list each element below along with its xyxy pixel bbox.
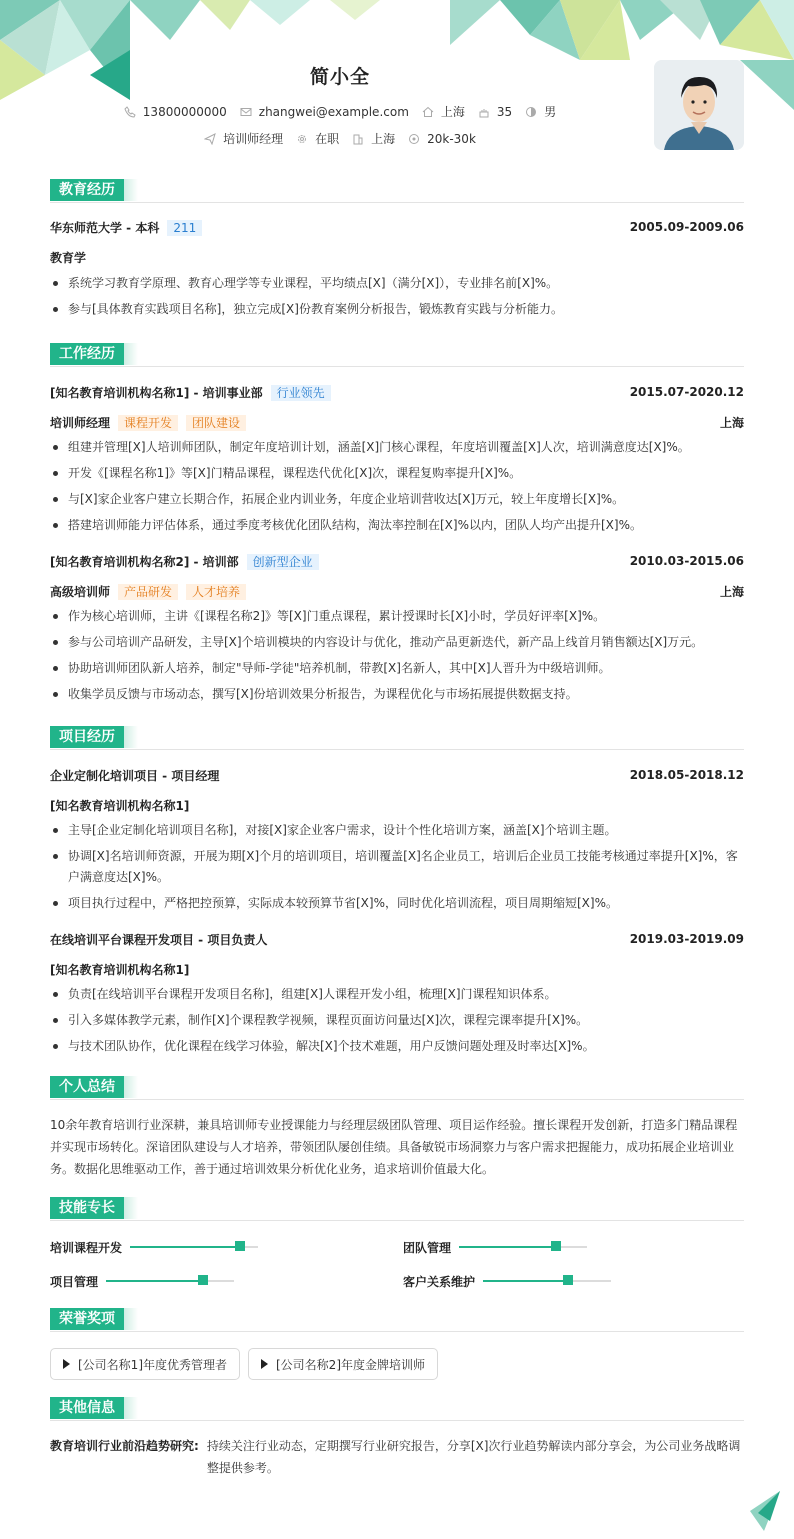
- work-header: [50, 342, 744, 366]
- skills-grid: [50, 1237, 744, 1291]
- project-period: 2018.05-2018.12: [629, 768, 744, 782]
- skill-item: [50, 1237, 403, 1257]
- phone-item: [124, 103, 227, 120]
- candidate-name: 简小全: [309, 66, 370, 88]
- list-item: 引入多媒体教学元素，制作[X]个课程教学视频，课程页面访问量达[X]次，课程完课率提升[X]%。: [50, 1010, 744, 1031]
- skills-header: [50, 1196, 744, 1220]
- project-org: [50, 959, 744, 979]
- project-org-text: [知名教育培训机构名称1]: [50, 962, 190, 977]
- skill-knob: [551, 1241, 561, 1251]
- job-head: [50, 382, 744, 402]
- intention-row: [0, 130, 680, 147]
- education-section: [50, 178, 744, 320]
- age-item: [478, 103, 512, 120]
- education-period: 2005.09-2009.06: [629, 220, 744, 234]
- major: [50, 247, 744, 267]
- awards-list: [50, 1348, 744, 1380]
- list-item: 负责[在线培训平台课程开发项目名称]，组建[X]人课程开发小组，梳理[X]门课程知识体系。: [50, 984, 744, 1005]
- list-item: 主导[企业定制化培训项目名称]，对接[X]家企业客户需求，设计个性化培训方案，涵盖[X]个培训主题。: [50, 820, 744, 841]
- skill-item: [403, 1237, 744, 1257]
- section-title: 荣誉奖项: [50, 1308, 124, 1330]
- company-name: [知名教育培训机构名称1] - 培训事业部: [50, 385, 263, 400]
- job-bullets: [50, 606, 744, 705]
- project-bullets: [50, 984, 744, 1057]
- section-title: 其他信息: [50, 1397, 124, 1419]
- section-title: 教育经历: [50, 179, 124, 201]
- email-item: [240, 103, 409, 120]
- awards-section: [50, 1307, 744, 1380]
- footer-decoration: [744, 1491, 780, 1531]
- education-entry-head: [50, 217, 744, 237]
- target-city-item: [352, 130, 395, 147]
- job-location: 上海: [719, 584, 744, 599]
- project-name: 在线培训平台课程开发项目 - 项目负责人: [50, 932, 268, 947]
- phone-text: 13800000000: [142, 104, 227, 119]
- building-icon: [352, 133, 364, 145]
- skill-knob: [235, 1241, 245, 1251]
- skill-knob: [563, 1275, 573, 1285]
- company-tag: 行业领先: [271, 385, 331, 401]
- skill-bar: [483, 1280, 611, 1282]
- project-entry: [50, 765, 744, 914]
- school-tag: 211: [167, 220, 202, 236]
- job-head: [50, 551, 744, 571]
- list-item: 与[X]家企业客户建立长期合作，拓展企业内训业务，年度企业培训营收达[X]万元，较上年度增长[X]%。: [50, 489, 744, 510]
- section-title: 个人总结: [50, 1076, 124, 1098]
- education-header: [50, 178, 744, 202]
- work-section: [50, 342, 744, 705]
- list-item: 作为核心培训师，主讲《[课程名称2]》等[X]门重点课程，累计授课时长[X]小时，学员好评率[X]%。: [50, 606, 744, 627]
- skill-item: [50, 1271, 403, 1291]
- coin-icon: [408, 133, 420, 145]
- home-icon: [422, 106, 434, 118]
- job-location: 上海: [719, 415, 744, 430]
- project-head: [50, 929, 744, 949]
- job-target-item: [204, 130, 283, 147]
- other-info-row: [50, 1435, 744, 1479]
- company-name: [知名教育培训机构名称2] - 培训部: [50, 554, 239, 569]
- salary-text: 20k-30k: [427, 131, 476, 146]
- skills-section: [50, 1196, 744, 1291]
- project-period: 2019.03-2019.09: [629, 932, 744, 946]
- school-name: 华东师范大学 - 本科: [50, 220, 160, 235]
- mail-icon: [240, 106, 252, 118]
- other-info-key: 教育培训行业前沿趋势研究:: [50, 1439, 199, 1453]
- company-tag: 创新型企业: [247, 554, 319, 570]
- section-title: 项目经历: [50, 726, 124, 748]
- project-bullets: [50, 820, 744, 914]
- avatar: [654, 60, 744, 150]
- list-item: 收集学员反馈与市场动态，撰写[X]份培训效果分析报告，为课程优化与市场拓展提供数据支持。: [50, 684, 744, 705]
- major-text: 教育学: [50, 250, 87, 265]
- salary-item: [408, 130, 476, 147]
- skill-knob: [198, 1275, 208, 1285]
- skill-name: 培训课程开发: [50, 1240, 123, 1255]
- skill-fill: [483, 1280, 573, 1282]
- job-entry: [50, 551, 744, 705]
- play-icon: [261, 1359, 268, 1369]
- job-role: 培训师经理: [50, 415, 111, 430]
- role-tag: 产品研发: [118, 584, 178, 600]
- avatar-illustration: [654, 60, 744, 150]
- projects-section: [50, 725, 744, 1057]
- list-item: 协调[X]名培训师资源，开展为期[X]个月的培训项目，培训覆盖[X]名企业员工，培训后企业员工技能考核通过率提升[X]%，客户满意度达[X]%。: [50, 846, 744, 888]
- award-label: [公司名称2]年度金牌培训师: [276, 1357, 425, 1372]
- job-role-row: [50, 412, 744, 432]
- cake-icon: [478, 106, 490, 118]
- project-head: [50, 765, 744, 785]
- skill-name: 团队管理: [403, 1240, 452, 1255]
- skill-fill: [459, 1246, 561, 1248]
- list-item: 搭建培训师能力评估体系，通过季度考核优化团队结构，淘汰率控制在[X]%以内，团队人均产出提升[X]%。: [50, 515, 744, 536]
- job-period: 2010.03-2015.06: [629, 554, 744, 568]
- target-city-text: 上海: [371, 132, 396, 146]
- job-role-row: [50, 581, 744, 601]
- city-text: 上海: [440, 105, 465, 119]
- other-section: [50, 1396, 744, 1479]
- job-target-text: 培训师经理: [223, 132, 284, 146]
- status-text: 在职: [315, 132, 340, 146]
- resume-header: [0, 0, 794, 170]
- gender-icon: [525, 106, 537, 118]
- summary-section: [50, 1075, 744, 1180]
- other-header: [50, 1396, 744, 1420]
- awards-header: [50, 1307, 744, 1331]
- job-bullets: [50, 437, 744, 536]
- gender-text: 男: [544, 105, 557, 119]
- skill-item: [403, 1271, 744, 1291]
- award-item: [248, 1348, 438, 1380]
- role-tag: 课程开发: [118, 415, 178, 431]
- job-role: 高级培训师: [50, 584, 111, 599]
- city-item: [422, 103, 465, 120]
- job-period: 2015.07-2020.12: [629, 385, 744, 399]
- project-name: 企业定制化培训项目 - 项目经理: [50, 768, 220, 783]
- skill-bar: [459, 1246, 587, 1248]
- summary-text: 10余年教育培训行业深耕，兼具培训师专业授课能力与经理层级团队管理、项目运作经验。擅长课程开发创新，打造多门精品课程并实现市场转化。深谙团队建设与人才培养，带领团队屡创佳绩。具备敏锐市场洞察力与客户需求把握能力，成功拓展企业培训业务。数据化思维驱动工作，善于通过培训效果分析优化业务，追求培训价值最大化。: [50, 1118, 738, 1176]
- list-item: 与技术团队协作，优化课程在线学习体验，解决[X]个技术难题，用户反馈问题处理及时率达[X]%。: [50, 1036, 744, 1057]
- gear-icon: [296, 133, 308, 145]
- skill-fill: [130, 1246, 245, 1248]
- list-item: 参与[具体教育实践项目名称]，独立完成[X]份教育案例分析报告，锻炼教育实践与分析能力。: [50, 299, 744, 320]
- skill-name: 客户关系维护: [403, 1274, 476, 1289]
- section-title: 技能专长: [50, 1197, 124, 1219]
- play-icon: [63, 1359, 70, 1369]
- project-org: [50, 795, 744, 815]
- skill-bar: [106, 1280, 234, 1282]
- projects-header: [50, 725, 744, 749]
- skill-bar: [130, 1246, 258, 1248]
- email-text: zhangwei@example.com: [258, 104, 409, 119]
- send-icon: [204, 133, 216, 145]
- age-text: 35: [496, 104, 513, 119]
- list-item: 协助培训师团队新人培养，制定"导师-学徒"培养机制，带教[X]名新人，其中[X]人晋升为中级培训师。: [50, 658, 744, 679]
- project-entry: [50, 929, 744, 1057]
- gender-item: [525, 103, 556, 120]
- list-item: 系统学习教育学原理、教育心理学等专业课程，平均绩点[X]（满分[X]），专业排名前[X]%。: [50, 273, 744, 294]
- role-tag: 团队建设: [186, 415, 246, 431]
- contact-row: [0, 103, 680, 120]
- phone-icon: [124, 106, 136, 118]
- award-label: [公司名称1]年度优秀管理者: [78, 1357, 227, 1372]
- project-org-text: [知名教育培训机构名称1]: [50, 798, 190, 813]
- status-item: [296, 130, 339, 147]
- role-tag: 人才培养: [186, 584, 246, 600]
- job-entry: [50, 382, 744, 536]
- list-item: 开发《[课程名称1]》等[X]门精品课程，课程迭代优化[X]次，课程复购率提升[X]%。: [50, 463, 744, 484]
- skill-name: 项目管理: [50, 1274, 99, 1289]
- list-item: 参与公司培训产品研发，主导[X]个培训模块的内容设计与优化，推动产品更新迭代，新产品上线首月销售额达[X]万元。: [50, 632, 744, 653]
- section-title: 工作经历: [50, 343, 124, 365]
- summary-header: [50, 1075, 744, 1099]
- skill-fill: [106, 1280, 208, 1282]
- award-item: [50, 1348, 240, 1380]
- list-item: 项目执行过程中，严格把控预算，实际成本较预算节省[X]%，同时优化培训流程，项目周期缩短[X]%。: [50, 893, 744, 914]
- list-item: 组建并管理[X]人培训师团队，制定年度培训计划，涵盖[X]门核心课程，年度培训覆盖[X]人次，培训满意度达[X]%。: [50, 437, 744, 458]
- education-bullets: [50, 273, 744, 320]
- other-info-value: 持续关注行业动态，定期撰写行业研究报告，分享[X]次行业趋势解读内部分享会，为公司业务战略调整提供参考。: [206, 1439, 741, 1475]
